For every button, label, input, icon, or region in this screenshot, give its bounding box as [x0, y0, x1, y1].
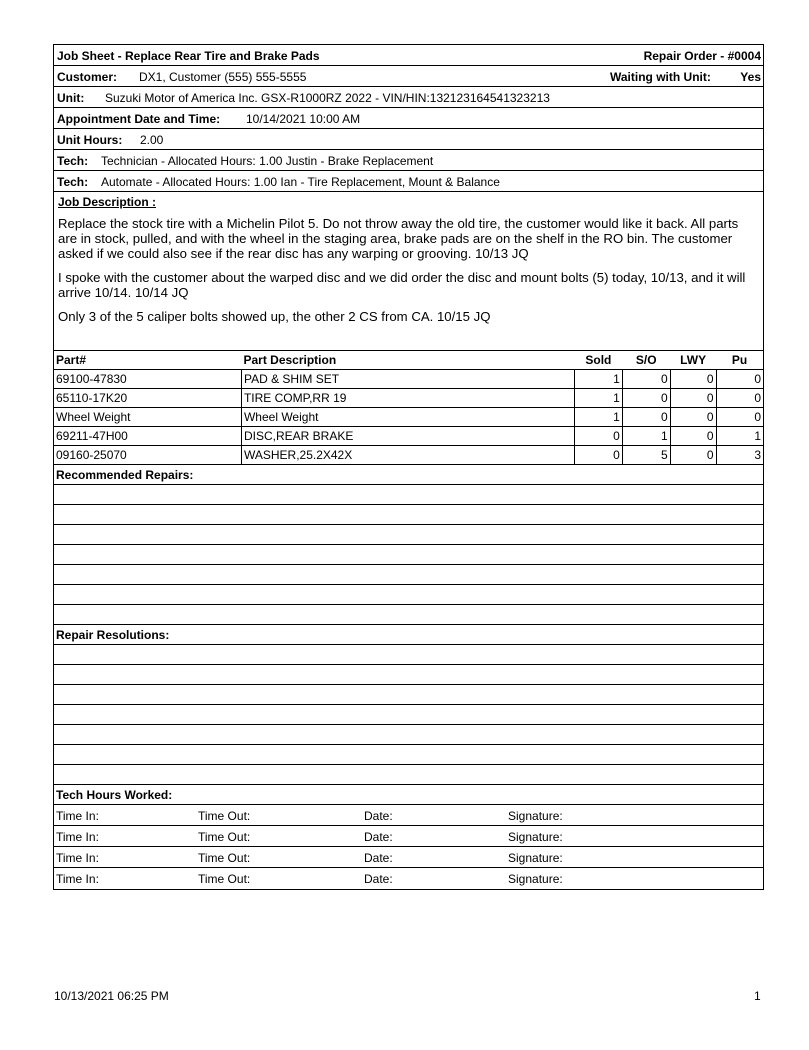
parts-table [54, 351, 763, 465]
table-row [54, 389, 763, 408]
recommended-repairs-title: Recommended Repairs: [54, 465, 763, 485]
date-label: Date: [364, 809, 393, 823]
col-header-lwy: LWY [670, 351, 716, 370]
part-description: TIRE COMP,RR 19 [241, 389, 574, 408]
tech-hours-row [54, 868, 763, 889]
table-row [54, 446, 763, 465]
qty-so: 5 [622, 446, 670, 465]
qty-sold: 0 [574, 446, 622, 465]
signature-label: Signature: [508, 872, 563, 886]
tech-row-1 [54, 150, 763, 171]
unit-value: Suzuki Motor of America Inc. GSX-R1000RZ 2022 - VIN/HIN:132123164541323213 [105, 91, 550, 105]
job-description-paragraph: Only 3 of the 5 caliper bolts showed up, the other 2 CS from CA. 10/15 JQ [58, 309, 491, 324]
unit-row [54, 87, 763, 108]
col-header-so: S/O [622, 351, 670, 370]
qty-pu: 0 [716, 370, 763, 389]
recommended-repair-line [54, 525, 763, 545]
time-out-label: Time Out: [198, 851, 251, 865]
repair-resolution-line [54, 705, 763, 725]
appointment-label: Appointment Date and Time: [57, 112, 221, 126]
unit-hours-row [54, 129, 763, 150]
col-header-description: Part Description [241, 351, 574, 370]
part-number: 09160-25070 [54, 446, 241, 465]
qty-so: 0 [622, 408, 670, 427]
tech-value: Automate - Allocated Hours: 1.00 Ian - Tire Replacement, Mount & Balance [101, 175, 500, 189]
header-row [54, 45, 763, 66]
part-number: 65110-17K20 [54, 389, 241, 408]
customer-value: DX1, Customer (555) 555-5555 [139, 70, 307, 84]
qty-pu: 0 [716, 389, 763, 408]
table-row [54, 408, 763, 427]
unit-label: Unit: [57, 91, 85, 105]
date-label: Date: [364, 851, 393, 865]
print-timestamp: 10/13/2021 06:25 PM [54, 989, 169, 1003]
recommended-repair-line [54, 605, 763, 625]
date-label: Date: [364, 830, 393, 844]
qty-sold: 1 [574, 408, 622, 427]
col-header-sold: Sold [574, 351, 622, 370]
repair-resolution-line [54, 665, 763, 685]
appointment-row [54, 108, 763, 129]
part-description: DISC,REAR BRAKE [241, 427, 574, 446]
repair-resolution-line [54, 765, 763, 785]
qty-pu: 0 [716, 408, 763, 427]
part-number: 69211-47H00 [54, 427, 241, 446]
parts-header-row [54, 351, 763, 370]
recommended-repair-line [54, 585, 763, 605]
qty-lwy: 0 [670, 446, 716, 465]
customer-label: Customer: [57, 70, 118, 84]
part-description: WASHER,25.2X42X [241, 446, 574, 465]
repair-resolution-line [54, 645, 763, 665]
time-in-label: Time In: [56, 830, 99, 844]
signature-label: Signature: [508, 851, 563, 865]
repair-resolution-line [54, 725, 763, 745]
qty-so: 0 [622, 389, 670, 408]
job-description [54, 192, 763, 351]
tech-label: Tech: [57, 154, 89, 168]
signature-label: Signature: [508, 809, 563, 823]
tech-hours-row [54, 826, 763, 847]
tech-hours-row [54, 805, 763, 826]
time-in-label: Time In: [56, 851, 99, 865]
recommended-repair-line [54, 485, 763, 505]
part-description: PAD & SHIM SET [241, 370, 574, 389]
qty-lwy: 0 [670, 389, 716, 408]
tech-value: Technician - Allocated Hours: 1.00 Justin - Brake Replacement [101, 154, 434, 168]
repair-resolution-line [54, 745, 763, 765]
signature-label: Signature: [508, 830, 563, 844]
unit-hours-label: Unit Hours: [57, 133, 123, 147]
waiting-label: Waiting with Unit: [610, 70, 711, 84]
qty-lwy: 0 [670, 370, 716, 389]
qty-lwy: 0 [670, 408, 716, 427]
date-label: Date: [364, 872, 393, 886]
col-header-part: Part# [54, 351, 241, 370]
recommended-repair-line [54, 505, 763, 525]
repair-resolution-line [54, 685, 763, 705]
qty-sold: 1 [574, 370, 622, 389]
unit-hours-value: 2.00 [140, 133, 164, 147]
repair-order-number: Repair Order - #0004 [643, 49, 761, 63]
time-out-label: Time Out: [198, 830, 251, 844]
qty-sold: 0 [574, 427, 622, 446]
tech-hours-row [54, 847, 763, 868]
job-description-paragraph: I spoke with the customer about the warped disc and we did order the disc and mount bolts (5) today, 10/13, and it will arrive 10/14. 10/14 JQ [58, 270, 746, 300]
time-in-label: Time In: [56, 809, 99, 823]
customer-row [54, 66, 763, 87]
appointment-value: 10/14/2021 10:00 AM [246, 112, 361, 126]
qty-so: 1 [622, 427, 670, 446]
qty-so: 0 [622, 370, 670, 389]
qty-pu: 1 [716, 427, 763, 446]
tech-row-2 [54, 171, 763, 192]
job-description-title: Job Description : [58, 195, 157, 209]
job-description-paragraph: Replace the stock tire with a Michelin Pilot 5. Do not throw away the old tire, the customer would like it back. All parts are in stock, pulled, and with the wheel in the staging area, brake pads are on the shelf in the RO bin. The customer asked if we could also see if the rear disc has any warping or grooving. 10/13 JQ [58, 216, 739, 261]
tech-label: Tech: [57, 175, 89, 189]
repair-resolutions-title: Repair Resolutions: [54, 625, 763, 645]
part-number: Wheel Weight [54, 408, 241, 427]
waiting-value: Yes [740, 70, 761, 84]
part-description: Wheel Weight [241, 408, 574, 427]
job-title: Job Sheet - Replace Rear Tire and Brake Pads [57, 49, 320, 63]
time-in-label: Time In: [56, 872, 99, 886]
col-header-pu: Pu [716, 351, 763, 370]
time-out-label: Time Out: [198, 809, 251, 823]
page-number: 1 [754, 989, 761, 1003]
tech-hours-title: Tech Hours Worked: [54, 785, 763, 805]
part-number: 69100-47830 [54, 370, 241, 389]
job-sheet [53, 44, 764, 890]
qty-lwy: 0 [670, 427, 716, 446]
qty-pu: 3 [716, 446, 763, 465]
recommended-repair-line [54, 545, 763, 565]
qty-sold: 1 [574, 389, 622, 408]
table-row [54, 370, 763, 389]
time-out-label: Time Out: [198, 872, 251, 886]
recommended-repair-line [54, 565, 763, 585]
table-row [54, 427, 763, 446]
